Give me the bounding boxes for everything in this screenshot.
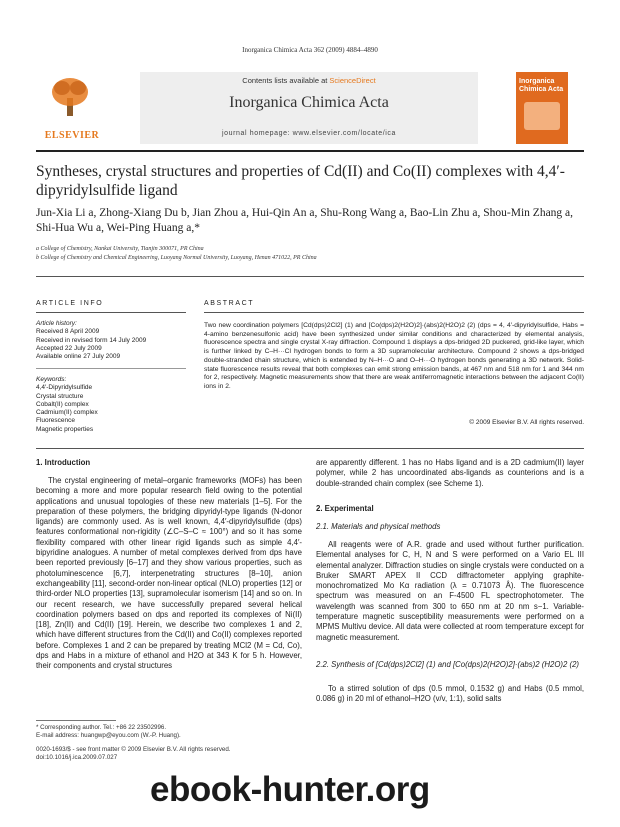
- masthead-divider: [36, 150, 584, 152]
- cover-title: Inorganica Chimica Acta: [519, 78, 564, 93]
- keywords: [36, 376, 186, 434]
- section-1-body: [36, 476, 302, 672]
- history-label: Article history:: [36, 320, 77, 327]
- section-1-paragraph: The crystal engineering of metal–organic frameworks (MOFs) has been becoming a more and more popular research field owing to the potential applications and unusual topologies of these new materials [1–5]. For the preparation of these polymers, the bridging dipyridyl-type ligands (N-donor ligands) are commonly used. As is well known, 4,4′-dipyridylsulfide (dps) features conformational non-rigidity (∠C–S–C ≈ 100°) and so it has some flexibility compared with other linear rigid ligands such as simple 4,4′-bipyridine analogues. A number of metal complexes derived from dps have been reported previously [6–17] and they show various properties, such as photoluminescence [6,7], interpenetrating structures [8–10], anion exchangeability [11], second-order non-linear optical (NLO) properties [12] or third-order NLO properties [13], supramolecular isomerism [14] and so on. In our recent research, we have successfully prepared several helical coordination polymers based on dps and reported its complexes of Ni(II) [18], Zn(II) and Cd(II) [19]. Herein, we describe two complexes 1 and 2, which have different structures from the Cd(II) and Co(II) complexes reported before. Complexes 1 and 2 can be prepared by treating MCl2 (M = Cd, Co), dps and Habs in a mixture of ethanol and H2O at 343 K for 5 h. However, their components and crystal structures: [36, 476, 302, 671]
- corresponding-author: * Corresponding author. Tel.: +86 22 23502996.: [36, 724, 167, 731]
- section-2-1-body: [316, 540, 584, 643]
- body-divider: [36, 448, 584, 449]
- cover-graphic: [524, 102, 560, 130]
- keyword-item: Magnetic properties: [36, 425, 94, 433]
- header-divider: [36, 276, 584, 277]
- sciencedirect-link[interactable]: ScienceDirect: [329, 76, 376, 85]
- section-2-1-paragraph: All reagents were of A.R. grade and used without further purification. Elemental analyses for C, H, N and S were performed on a Vario EL III elemental analyzer. Diffraction studies on single crystals were conducted on a Bruker SMART APEX II CCD diffractometer applying graphite-monochromatized Mo Kα radiation (λ = 0.71073 Å). The fluorescence spectrum was measured on an F-4500 FL spectrophotometer. The wavelength was scanned from 300 to 650 nm at 20 nm s−1. Variable-temperature magnetic susceptibility measurements were performed on a MPMS Multivu device. All data were collected at room temperature except for magnetic measurement.: [316, 540, 584, 642]
- history-online: Available online 27 July 2009: [36, 353, 121, 361]
- doi-link[interactable]: doi:10.1016/j.ica.2009.07.027: [36, 754, 118, 761]
- article-authors: Jun-Xia Li a, Zhong-Xiang Du b, Jian Zhou a, Hui-Qin An a, Shu-Rong Wang a, Bao-Lin Zhu a, Shou-Min Zhang a, Shi-Hua Wu a, Wei-Ping Huang a,*: [36, 207, 574, 234]
- abstract-rule: [204, 312, 584, 313]
- abstract-text: Two new coordination polymers [Cd(dps)2Cl2] (1) and [Co(dps)2(H2O)2]·(abs)2(H2O)2 (2) (dps = 4, 4′-dipyridylsulfide, Habs = 4-amino benzenesulfonic acid) have been synthesized under similar conditions and characterized by elemental analysis, fluorescence spectra and single crystal X-ray diffraction. Compound 1 displays a dps-bridged 2D puckered, grid-like layer, which is further linked by C–H···Cl hydrogen bonds to form a 3D supramolecular architecture. Compound 2 shows a dps-bridged double-stranded chain structure, which is extended by N–H···O and O–H···O hydrogen bonds generating a 3D network. Solid-state fluorescence results reveal that both complexes can emit strong emission bands, at 467 nm and 518 nm for 1 and 344 nm for 2, respectively. Magnetic measurements show that there are weak antiferromagnetic interactions between the adjacent Co(II) ions in 2.: [204, 322, 584, 390]
- watermark-text: ebook-hunter.org: [150, 770, 430, 809]
- continued-paragraph: are apparently different. 1 has no Habs ligand and is a 2D cadmium(II) layer polymer, while 2 has uncoordinated abs-ligands as counterions and is a double-stranded chain complex (see Scheme 1).: [316, 458, 584, 488]
- column-2-continuation: [316, 458, 584, 489]
- affiliation-a: a College of Chemistry, Nankai University, Tianjin 300071, PR China: [36, 246, 204, 252]
- keywords-label: Keywords:: [36, 376, 67, 383]
- history-revised: Received in revised form 14 July 2009: [36, 336, 147, 344]
- elsevier-tree-icon: [48, 74, 92, 118]
- contents-prefix: Contents lists available at: [242, 76, 330, 85]
- masthead-center: [140, 72, 478, 144]
- section-2-1-heading: 2.1. Materials and physical methods: [316, 522, 441, 531]
- history-accepted: Accepted 22 July 2009: [36, 344, 102, 352]
- footnote-rule: [36, 720, 116, 721]
- journal-title: Inorganica Chimica Acta: [229, 94, 389, 111]
- keyword-item: Cadmium(II) complex: [36, 409, 98, 417]
- keyword-item: Cobalt(II) complex: [36, 400, 89, 408]
- abstract-copyright: © 2009 Elsevier B.V. All rights reserved.: [469, 419, 584, 426]
- section-2-2-body: [316, 684, 584, 705]
- keyword-item: Crystal structure: [36, 392, 84, 400]
- section-2-2-paragraph: To a stirred solution of dps (0.5 mmol, 0.1532 g) and Habs (0.5 mmol, 0.086 g) in 20 ml of ethanol–H2O (v/v, 1:1), solid salts: [316, 684, 584, 704]
- keyword-item: Fluorescence: [36, 417, 76, 425]
- info-divider: [36, 368, 186, 369]
- section-1-heading: 1. Introduction: [36, 458, 91, 467]
- journal-cover-image: [516, 72, 568, 144]
- article-history: [36, 320, 186, 361]
- article-info-heading: ARTICLE INFO: [36, 300, 104, 307]
- contents-line: [140, 76, 478, 85]
- section-2-heading: 2. Experimental: [316, 504, 374, 513]
- article-title: Syntheses, crystal structures and properties of Cd(II) and Co(II) complexes with 4,4′-dipyridylsulfide ligand: [36, 163, 565, 199]
- journal-reference: Inorganica Chimica Acta 362 (2009) 4884–4890: [242, 46, 378, 54]
- author-email[interactable]: E-mail address: huangwp@eyou.com (W.-P. Huang).: [36, 732, 181, 739]
- publisher-name: ELSEVIER: [44, 130, 100, 141]
- keyword-item: 4,4′-Dipyridylsulfide: [36, 384, 93, 392]
- elsevier-logo: [40, 72, 100, 144]
- affiliation-b: b College of Chemistry and Chemical Engineering, Luoyang Normal University, Luoyang, Henan 471022, PR China: [36, 255, 317, 261]
- journal-masthead: [36, 72, 584, 148]
- footnote: [36, 724, 302, 740]
- section-2-2-heading: 2.2. Synthesis of [Cd(dps)2Cl2] (1) and [Co(dps)2(H2O)2]·(abs)2 (H2O)2 (2): [316, 660, 580, 669]
- journal-homepage[interactable]: journal homepage: www.elsevier.com/locate/ica: [221, 130, 397, 137]
- page-footer: [36, 746, 336, 762]
- history-received: Received 8 April 2009: [36, 328, 100, 336]
- article-info-rule: [36, 312, 186, 313]
- abstract-heading: ABSTRACT: [204, 300, 255, 307]
- issn-line: 0020-1693/$ - see front matter © 2009 Elsevier B.V. All rights reserved.: [36, 746, 231, 753]
